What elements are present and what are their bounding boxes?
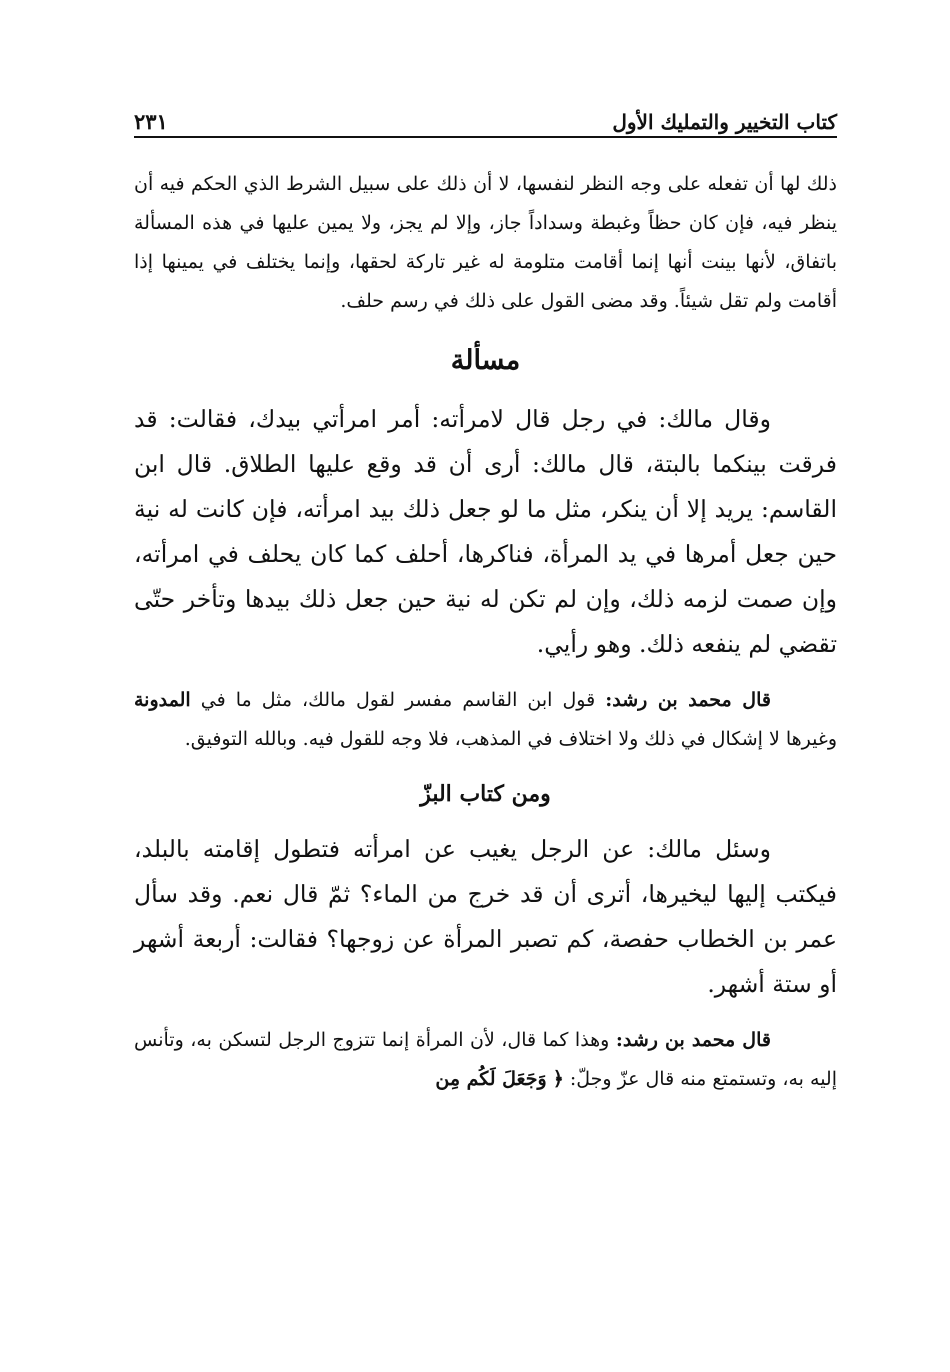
running-title: كتاب التخيير والتمليك الأول xyxy=(612,110,837,134)
quran-verse: وَجَعَلَ لَكُم مِن xyxy=(435,1068,547,1090)
paragraph-5 xyxy=(134,1021,837,1099)
paragraph-4 xyxy=(134,827,837,1007)
paragraph-2 xyxy=(134,397,837,667)
spacer xyxy=(134,1007,837,1021)
header-rule xyxy=(134,136,837,138)
paragraph-3 xyxy=(134,681,837,759)
paragraph-4-text: وسئل مالك: عن الرجل يغيب عن امرأته فتطول إقامته بالبلد، فيكتب إليها ليخيرها، أترى أن قد خرج من الماء؟ ثمّ قال نعم. وقد سأل عمر بن الخطاب حفصة، كم تصبر المرأة عن زوجها؟ فقالت: أربعة أشهر أو ستة أشهر. xyxy=(134,835,837,998)
author-lead: قال محمد بن رشد: xyxy=(605,689,771,711)
section-heading-masala: مسألة xyxy=(450,345,521,376)
quran-bracket-open: ﴿ xyxy=(552,1068,564,1090)
paragraph-1: ذلك لها أن تفعله على وجه النظر لنفسها، لا أن ذلك على سبيل الشرط الذي الحكم فيه أن ينظر فيه، فإن كان حظاً وغبطة وسداداً جاز، وإلا لم يجز، ولا يمين عليها في هذه المسألة باتفاق، لأنها بينت أنها إنما أقامت متلومة له غير تاركة لحقها، وإنما يختلف في يمينها إذا أقامت ولم تقل شيئاً. وقد مضى القول على ذلك في رسم حلف. xyxy=(134,173,837,312)
page-content xyxy=(134,165,837,1099)
spacer xyxy=(134,667,837,681)
paragraph-3-text-2: وغيرها لا إشكال في ذلك ولا اختلاف في المذهب، فلا وجه للقول فيه. وبالله التوفيق. xyxy=(184,728,837,750)
paragraph-3-text-1: قول ابن القاسم مفسر لقول مالك، مثل ما في xyxy=(190,689,606,711)
author-lead: قال محمد بن رشد: xyxy=(615,1029,771,1051)
page-number: ٢٣١ xyxy=(134,109,168,134)
page-header xyxy=(134,100,837,134)
paragraph-2-text: وقال مالك: في رجل قال لامرأته: أمر امرأتي بيدك، فقالت: قد فرقت بينكما بالبتة، قال مالك: أرى أن قد وقع عليها الطلاق. قال ابن القاسم: يريد إلا أن ينكر، مثل ما لو جعل ذلك بيد امرأته، فإن كانت له نية حين جعل أمرها في يد المرأة، فناكرها، أحلف كما كان يحلف في امرأته، وإن صمت لزمه ذلك، وإن لم تكن له نية حين جعل ذلك بيدها وتأخر حتّى تقضي لم ينفعه ذلك. وهو رأيي. xyxy=(134,405,837,658)
book-name: المدونة xyxy=(134,689,191,711)
section-heading-kitab: ومن كتاب البزّ xyxy=(420,781,551,807)
paragraph-5-text: وهذا كما قال، لأن المرأة إنما تتزوج الرجل لتسكن به، وتأنس إليه به، وتستمتع منه قال عزّ وجلّ: xyxy=(134,1029,837,1090)
